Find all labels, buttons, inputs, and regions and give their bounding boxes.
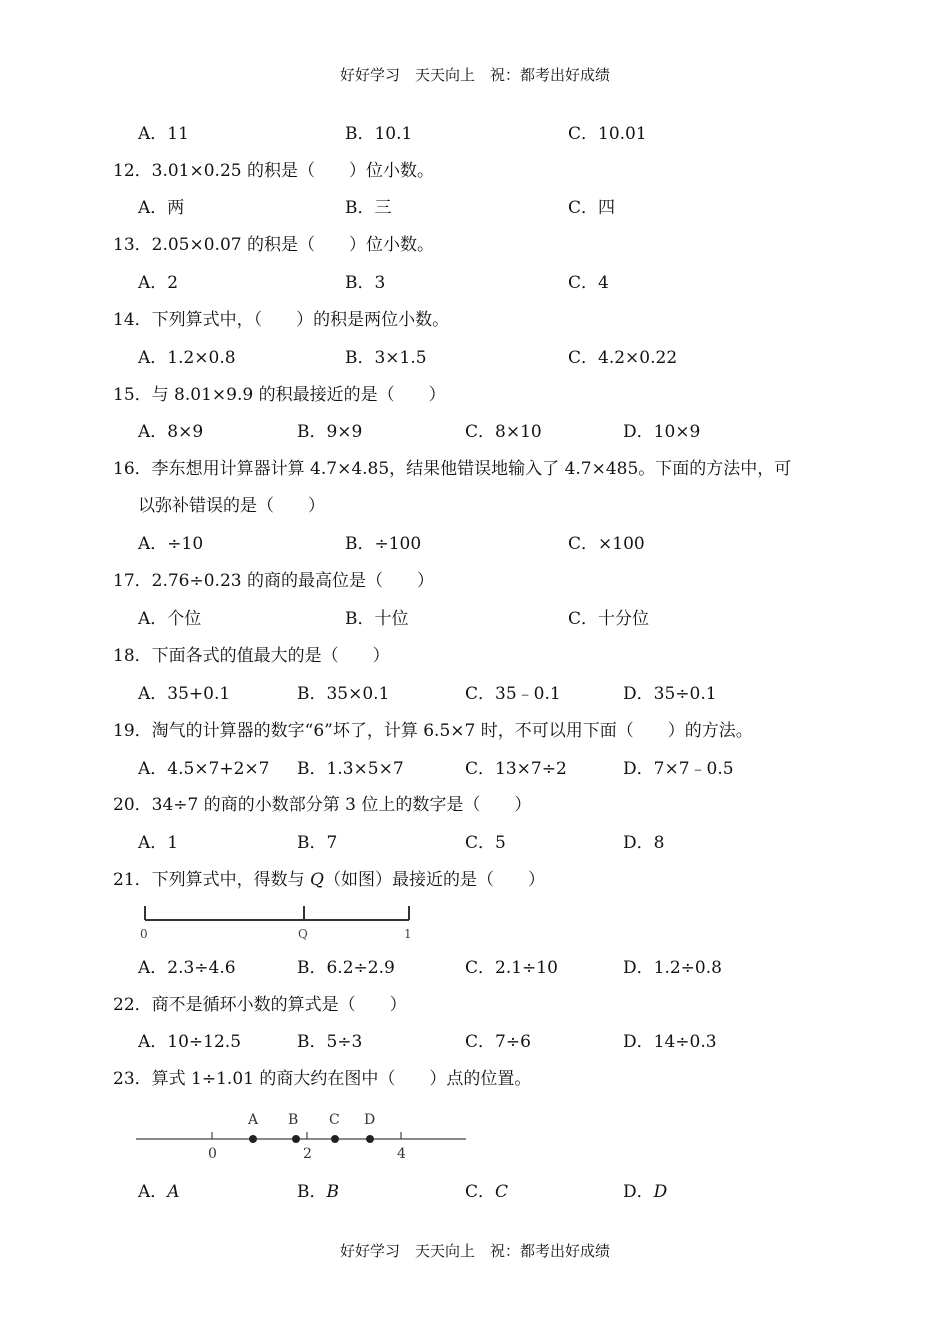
q16-option-a[interactable]: A．÷10 <box>138 534 204 554</box>
q21-stem-var: Q <box>310 870 324 890</box>
page-header: 好好学习 天天向上 祝：都考出好成绩 <box>339 66 610 84</box>
q19-option-c[interactable]: C．13×7÷2 <box>465 759 567 779</box>
q21-option-a[interactable]: A．2.3÷4.6 <box>138 958 236 978</box>
q18-option-c[interactable]: C．35﹣0.1 <box>465 684 561 704</box>
q14-option-a[interactable]: A．1.2×0.8 <box>138 348 236 368</box>
q14-stem-text: 14．下列算式中，（ ）的积是两位小数。 <box>113 310 450 330</box>
q13-option-b[interactable]: B．3 <box>345 273 386 293</box>
q23-option-c-value: C <box>495 1182 509 1202</box>
q21-label-q: Q <box>298 927 308 941</box>
q12-options <box>0 196 950 220</box>
q16-option-c[interactable]: C．×100 <box>568 534 645 554</box>
q19-option-a[interactable]: A．4.5×7+2×7 <box>138 759 270 779</box>
q23-option-a-letter: A． <box>138 1182 168 1202</box>
q16-option-b[interactable]: B．÷100 <box>345 534 422 554</box>
q23-tick-label-0: 0 <box>208 1146 217 1162</box>
q16-stem-cont <box>0 494 950 518</box>
q12-option-b[interactable]: B．三 <box>345 198 392 218</box>
q17-stem <box>0 569 950 593</box>
q16-stem <box>0 457 950 481</box>
q23-point-label-a: A <box>248 1112 259 1128</box>
q21-option-d[interactable]: D．1.2÷0.8 <box>623 958 722 978</box>
q21-label-1: 1 <box>404 927 412 941</box>
q18-stem <box>0 644 950 668</box>
q19-option-d[interactable]: D．7×7﹣0.5 <box>623 759 734 779</box>
q23-option-d-value: D <box>653 1182 668 1202</box>
q23-point-b <box>292 1135 300 1143</box>
q23-point-label-c: C <box>329 1112 340 1128</box>
q23-number-line-figure <box>132 1106 472 1162</box>
q23-stem <box>0 1067 950 1091</box>
q17-stem-text: 17．2.76÷0.23 的商的最高位是（ ） <box>113 571 434 591</box>
q16-stem-text-2: 以弥补错误的是（ ） <box>138 496 325 516</box>
q15-option-b[interactable]: B．9×9 <box>297 422 363 442</box>
q13-option-a[interactable]: A．2 <box>138 273 179 293</box>
q20-option-c[interactable]: C．5 <box>465 833 506 853</box>
q23-point-label-d: D <box>364 1112 376 1128</box>
q11-options <box>0 122 950 146</box>
q12-option-c[interactable]: C．四 <box>568 198 616 218</box>
q22-option-b[interactable]: B．5÷3 <box>297 1032 363 1052</box>
q11-option-c[interactable]: C．10.01 <box>568 124 647 144</box>
q13-stem <box>0 233 950 257</box>
q20-option-d[interactable]: D．8 <box>623 833 665 853</box>
q23-point-c <box>331 1135 339 1143</box>
q23-option-a-value: A <box>167 1182 180 1202</box>
q17-option-a[interactable]: A．个位 <box>138 609 202 629</box>
q14-option-c[interactable]: C．4.2×0.22 <box>568 348 678 368</box>
q22-option-d[interactable]: D．14÷0.3 <box>623 1032 717 1052</box>
q18-stem-text: 18．下面各式的值最大的是（ ） <box>113 646 390 666</box>
q12-option-a[interactable]: A．两 <box>138 198 185 218</box>
q23-point-a <box>249 1135 257 1143</box>
q23-option-b-letter: B． <box>297 1182 327 1202</box>
q22-stem-text: 22．商不是循环小数的算式是（ ） <box>113 995 407 1015</box>
q23-option-b-value: B <box>326 1182 339 1202</box>
q21-option-b[interactable]: B．6.2÷2.9 <box>297 958 395 978</box>
q22-option-c[interactable]: C．7÷6 <box>465 1032 531 1052</box>
q15-stem-text: 15．与 8.01×9.9 的积最接近的是（ ） <box>113 385 446 405</box>
q18-option-a[interactable]: A．35+0.1 <box>138 684 231 704</box>
q21-options <box>0 956 950 980</box>
q16-stem-text: 16．李东想用计算器计算 4.7×4.85，结果他错误地输入了 4.7×485。下面的方法中，可 <box>113 459 792 479</box>
q23-option-d-letter: D． <box>623 1182 654 1202</box>
q23-tick-label-2: 2 <box>303 1146 312 1162</box>
q13-options <box>0 271 950 295</box>
q21-stem-text <box>113 868 545 892</box>
q21-label-0: 0 <box>140 927 148 941</box>
q12-stem-text: 12．3.01×0.25 的积是（ ）位小数。 <box>113 161 434 181</box>
q13-option-c[interactable]: C．4 <box>568 273 609 293</box>
q23-option-b[interactable] <box>297 1180 339 1204</box>
q23-option-d[interactable] <box>623 1180 667 1204</box>
q21-stem-pre: 21．下列算式中，得数与 <box>113 870 311 890</box>
q23-point-label-b: B <box>288 1112 299 1128</box>
q18-option-d[interactable]: D．35÷0.1 <box>623 684 717 704</box>
q14-stem <box>0 308 950 332</box>
q18-option-b[interactable]: B．35×0.1 <box>297 684 390 704</box>
q21-number-line-figure <box>132 902 422 942</box>
q15-option-d[interactable]: D．10×9 <box>623 422 701 442</box>
page-footer: 好好学习 天天向上 祝：都考出好成绩 <box>339 1242 610 1260</box>
q20-stem-text: 20．34÷7 的商的小数部分第 3 位上的数字是（ ） <box>113 795 532 815</box>
q23-options <box>0 1180 950 1204</box>
q17-option-b[interactable]: B．十位 <box>345 609 409 629</box>
q15-option-c[interactable]: C．8×10 <box>465 422 542 442</box>
q17-options <box>0 607 950 631</box>
q18-options <box>0 682 950 706</box>
q14-options <box>0 346 950 370</box>
q23-option-a[interactable] <box>138 1180 180 1204</box>
q19-option-b[interactable]: B．1.3×5×7 <box>297 759 404 779</box>
q20-option-a[interactable]: A．1 <box>138 833 179 853</box>
q23-point-d <box>366 1135 374 1143</box>
q15-stem <box>0 383 950 407</box>
q20-options <box>0 831 950 855</box>
q19-stem <box>0 719 950 743</box>
q20-option-b[interactable]: B．7 <box>297 833 338 853</box>
q22-stem <box>0 993 950 1017</box>
q17-option-c[interactable]: C．十分位 <box>568 609 650 629</box>
q23-option-c-letter: C． <box>465 1182 496 1202</box>
q23-option-c[interactable] <box>465 1180 508 1204</box>
q12-stem <box>0 159 950 183</box>
q11-option-a[interactable]: A．11 <box>138 124 189 144</box>
q21-stem-post: （如图）最接近的是（ ） <box>323 870 545 890</box>
q21-stem <box>0 868 950 892</box>
q16-options <box>0 532 950 556</box>
q22-options <box>0 1030 950 1054</box>
q15-option-a[interactable]: A．8×9 <box>138 422 204 442</box>
q22-option-a[interactable]: A．10÷12.5 <box>138 1032 242 1052</box>
q23-stem-text: 23．算式 1÷1.01 的商大约在图中（ ）点的位置。 <box>113 1069 532 1089</box>
q11-option-b[interactable]: B．10.1 <box>345 124 413 144</box>
q20-stem <box>0 793 950 817</box>
q13-stem-text: 13．2.05×0.07 的积是（ ）位小数。 <box>113 235 434 255</box>
q14-option-b[interactable]: B．3×1.5 <box>345 348 427 368</box>
q23-tick-label-4: 4 <box>397 1146 406 1162</box>
q19-options <box>0 757 950 781</box>
q15-options <box>0 420 950 444</box>
q19-stem-text: 19．淘气的计算器的数字“6”坏了，计算 6.5×7 时，不可以用下面（ ）的方法。 <box>113 721 753 741</box>
q21-option-c[interactable]: C．2.1÷10 <box>465 958 558 978</box>
